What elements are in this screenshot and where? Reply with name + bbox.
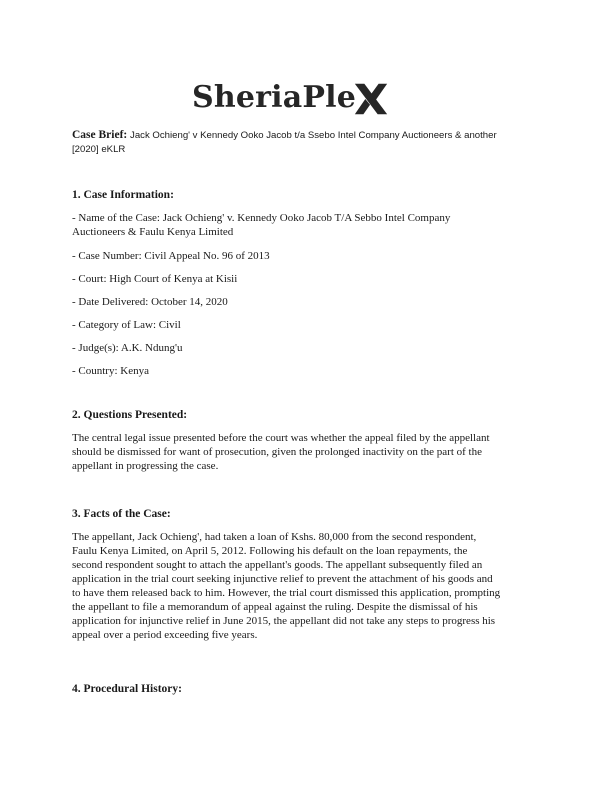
section-heading-facts: 3. Facts of the Case: [72, 508, 171, 520]
facts-line: second respondent sought to attach the appellant's goods. The appellant subsequently filed an [72, 559, 483, 571]
case-brief-label: Case Brief: [72, 129, 128, 141]
facts-line: application for injunctive relief in June 2015, the appellant did not take any steps to progress his [72, 615, 496, 627]
court: - Court: High Court of Kenya at Kisii [72, 273, 238, 285]
facts-line: the appellant to file a memorandum of appeal against the ruling. Despite the dismissal of his [72, 601, 478, 613]
questions-line: appellant in progressing the case. [72, 460, 219, 472]
questions-line: should be dismissed for want of prosecution, given the prolonged inactivity on the part of the [72, 446, 482, 458]
section-heading-questions-presented: 2. Questions Presented: [72, 409, 188, 421]
case-brief-title [72, 128, 542, 157]
facts-line: to have them released back to him. However, the trial court dismissed this application, prompting [72, 587, 501, 599]
case-number: - Case Number: Civil Appeal No. 96 of 2013 [72, 250, 270, 262]
country: - Country: Kenya [72, 365, 149, 377]
case-brief-title-line2: [2020] eKLR [72, 144, 126, 155]
sheriaplex-logo [192, 78, 422, 118]
date-delivered: - Date Delivered: October 14, 2020 [72, 296, 228, 308]
case-name-line2: Auctioneers & Faulu Kenya Limited [72, 226, 234, 238]
facts-line: The appellant, Jack Ochieng', had taken a loan of Kshs. 80,000 from the second respondent, [72, 531, 477, 543]
logo-x-icon [352, 80, 390, 118]
section-heading-procedural-history: 4. Procedural History: [72, 683, 182, 695]
category-of-law: - Category of Law: Civil [72, 319, 181, 331]
case-brief-title-line1: Jack Ochieng' v Kennedy Ooko Jacob t/a Ssebo Intel Company Auctioneers & another [130, 130, 497, 141]
judges: - Judge(s): A.K. Ndung'u [72, 342, 183, 354]
logo-wordmark: SheriaPle [192, 80, 357, 115]
facts-line: appeal over a period exceeding five years. [72, 629, 258, 641]
case-name-line1: - Name of the Case: Jack Ochieng' v. Kennedy Ooko Jacob T/A Sebbo Intel Company [72, 212, 451, 224]
facts-line: Faulu Kenya Limited, on April 5, 2012. Following his default on the loan repayments, the [72, 545, 468, 557]
facts-line: application in the trial court seeking injunctive relief to prevent the attachment of his goods and [72, 573, 493, 585]
section-heading-case-information: 1. Case Information: [72, 189, 174, 201]
questions-line: The central legal issue presented before the court was whether the appeal filed by the appellant [72, 432, 490, 444]
